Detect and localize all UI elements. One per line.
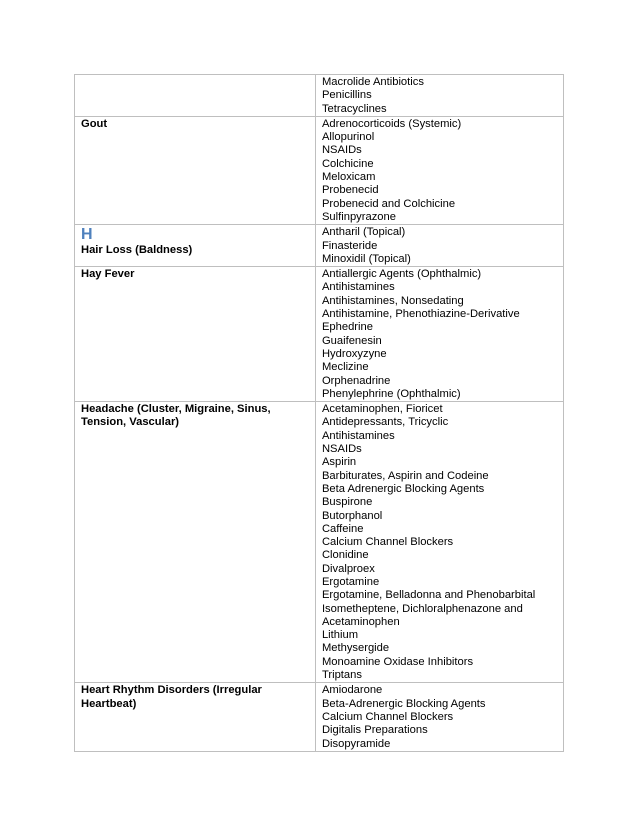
drug-name: Ergotamine <box>321 575 380 588</box>
drugs-cell <box>315 267 563 402</box>
table-row <box>75 75 564 117</box>
table-row <box>75 116 564 224</box>
drug-name: Acetaminophen, Fioricet <box>321 403 443 416</box>
drug-name: Finasteride <box>321 239 378 252</box>
drug-name: Meclizine <box>321 361 369 374</box>
drugs-cell <box>315 683 563 751</box>
drug-reference-table <box>74 74 564 752</box>
condition-name: Heart Rhythm Disorders (Irregular Heartbeat) <box>81 684 262 710</box>
drug-name: NSAIDs <box>321 144 362 157</box>
drug-name: Guaifenesin <box>321 334 382 347</box>
drug-name: Allopurinol <box>321 131 375 144</box>
drug-name: Barbiturates, Aspirin and Codeine <box>321 469 489 482</box>
drug-name: Isometheptene, Dichloralphenazone and <box>321 602 523 615</box>
drug-name: Antidepressants, Tricyclic <box>321 416 449 429</box>
drug-name: Triptans <box>321 669 362 682</box>
drug-name: Methysergide <box>321 642 390 655</box>
drug-name: Buspirone <box>321 496 373 509</box>
drug-name: Meloxicam <box>321 171 376 184</box>
condition-cell <box>75 402 316 683</box>
drug-name: Antharil (Topical) <box>321 226 406 239</box>
table-body <box>75 75 564 752</box>
drug-name: Monoamine Oxidase Inhibitors <box>321 655 474 668</box>
drug-name: Macrolide Antibiotics <box>321 76 424 88</box>
drug-name: Phenylephrine (Ophthalmic) <box>321 387 461 400</box>
drug-name: Antiallergic Agents (Ophthalmic) <box>321 268 482 281</box>
drug-name: Amiodarone <box>321 684 383 697</box>
drug-name: Calcium Channel Blockers <box>321 710 454 723</box>
drug-name: Clonidine <box>321 549 369 562</box>
drug-name: Minoxidil (Topical) <box>321 252 411 265</box>
drug-name: Divalproex <box>321 562 375 575</box>
condition-cell <box>75 683 316 751</box>
condition-cell <box>75 75 316 117</box>
drug-name: Penicillins <box>321 89 372 102</box>
drugs-cell <box>315 116 563 224</box>
drugs-cell <box>315 75 563 117</box>
drug-name: Antihistamines <box>321 429 395 442</box>
drugs-cell <box>315 402 563 683</box>
drug-name: NSAIDs <box>321 443 362 456</box>
table-row <box>75 683 564 751</box>
drug-name: Antihistamines, Nonsedating <box>321 294 464 307</box>
drug-name: Orphenadrine <box>321 374 391 387</box>
condition-name: Hair Loss (Baldness) <box>81 244 193 257</box>
drug-name: Adrenocorticoids (Systemic) <box>321 117 462 130</box>
condition-name: Hay Fever <box>81 268 135 281</box>
drug-name: Ergotamine, Belladonna and Phenobarbital <box>321 589 536 602</box>
drugs-cell <box>315 225 563 267</box>
drug-name: Hydroxyzyne <box>321 347 387 360</box>
drug-name: Aspirin <box>321 456 357 469</box>
drug-name: Tetracyclines <box>321 102 387 115</box>
condition-cell <box>75 225 316 267</box>
drug-name: Calcium Channel Blockers <box>321 536 454 549</box>
drug-name: Antihistamines <box>321 281 395 294</box>
drug-name: Disopyramide <box>321 737 391 750</box>
drug-name: Butorphanol <box>321 509 383 522</box>
table-row <box>75 225 564 267</box>
drug-name: Caffeine <box>321 522 364 535</box>
drug-name: Beta Adrenergic Blocking Agents <box>321 482 485 495</box>
condition-name: Headache (Cluster, Migraine, Sinus, Tension, Vascular) <box>81 403 271 429</box>
drug-name: Digitalis Preparations <box>321 724 428 737</box>
drug-name: Beta-Adrenergic Blocking Agents <box>321 697 486 710</box>
condition-cell <box>75 267 316 402</box>
drug-name: Colchicine <box>321 157 374 170</box>
drug-name: Sulfinpyrazone <box>321 210 396 223</box>
drug-name: Acetaminophen <box>321 615 400 628</box>
section-letter: H <box>81 226 93 244</box>
table-row <box>75 267 564 402</box>
drug-name: Lithium <box>321 629 359 642</box>
condition-name: Gout <box>81 117 108 130</box>
condition-cell <box>75 116 316 224</box>
drug-name: Probenecid and Colchicine <box>321 197 456 210</box>
drug-name: Ephedrine <box>321 321 373 334</box>
drug-name: Antihistamine, Phenothiazine-Derivative <box>321 308 520 321</box>
drug-name: Probenecid <box>321 184 379 197</box>
table-row <box>75 402 564 683</box>
